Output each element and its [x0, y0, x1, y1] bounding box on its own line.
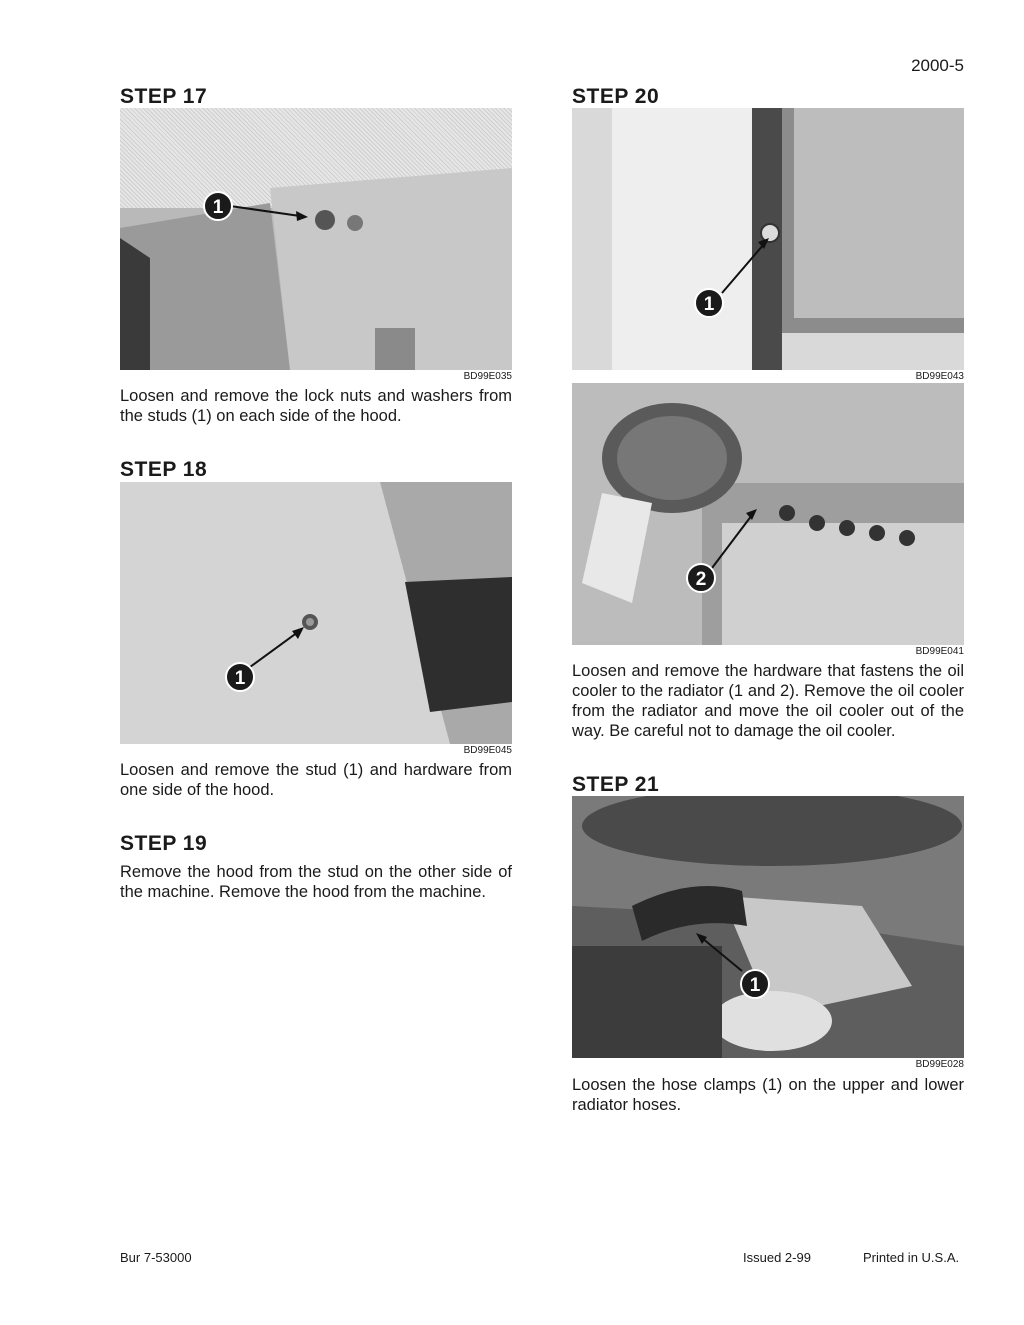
step-20-illustration-a [572, 108, 964, 370]
step-20-text: Loosen and remove the hardware that fastens the oil cooler to the radiator (1 and 2). Remove the oil cooler from the radiator and move the oil cooler out of the way. Be careful not to damage the oil cooler. [572, 662, 964, 740]
step-18-photo [120, 482, 512, 744]
step-21-illustration [572, 796, 964, 1058]
step-17-text: Loosen and remove the lock nuts and washers from the studs (1) on each side of the hood. [120, 387, 512, 425]
step-18-illustration [120, 482, 512, 744]
step-18-heading: STEP 18 [120, 458, 208, 481]
step-19-heading: STEP 19 [120, 832, 208, 855]
step-21-photo [572, 796, 964, 1058]
step-21-heading: STEP 21 [572, 773, 660, 796]
footer-printed: Printed in U.S.A. [863, 1250, 960, 1265]
step-21-callout-1: 1 [740, 969, 770, 999]
step-17-heading: STEP 17 [120, 85, 208, 108]
step-17-callout-1: 1 [203, 191, 233, 221]
step-19-text: Remove the hood from the stud on the other side of the machine. Remove the hood from the machine. [120, 863, 512, 901]
step-18-callout-1: 1 [225, 662, 255, 692]
step-20-heading: STEP 20 [572, 85, 660, 108]
step-20-callout-1: 1 [694, 288, 724, 318]
step-20-photo-b [572, 383, 964, 645]
step-20-figure-a-code: BD99E043 [915, 371, 964, 382]
step-20-figure-b-code: BD99E041 [915, 646, 964, 657]
step-20-photo-a [572, 108, 964, 370]
step-17-photo [120, 108, 512, 370]
step-17-illustration [120, 108, 512, 370]
step-21-figure-code: BD99E028 [915, 1059, 964, 1070]
step-21-text: Loosen the hose clamps (1) on the upper and lower radiator hoses. [572, 1076, 964, 1114]
page-number: 2000-5 [911, 56, 964, 75]
step-18-figure-code: BD99E045 [463, 745, 512, 756]
step-17-figure-code: BD99E035 [463, 371, 512, 382]
step-20-callout-2: 2 [686, 563, 716, 593]
step-18-text: Loosen and remove the stud (1) and hardware from one side of the hood. [120, 761, 512, 799]
footer-document-number: Bur 7-53000 [120, 1250, 192, 1265]
footer-issued: Issued 2-99 [743, 1250, 811, 1265]
step-20-illustration-b [572, 383, 964, 645]
